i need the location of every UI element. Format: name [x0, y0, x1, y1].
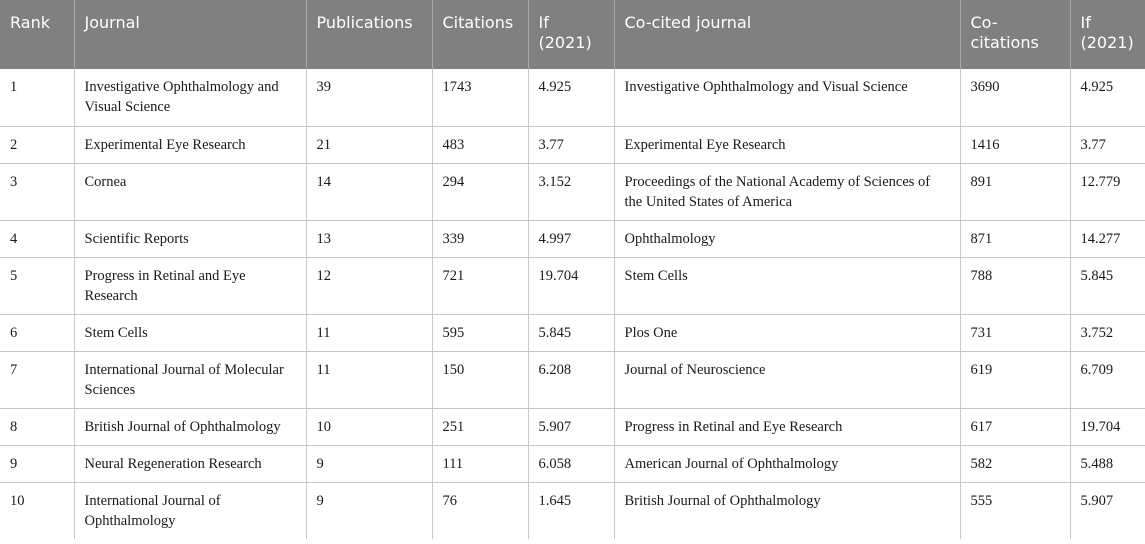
cell-co-citations: 555 — [960, 482, 1070, 539]
cell-journal: Investigative Ophthalmology and Visual Science — [74, 69, 306, 126]
cell-rank: 10 — [0, 482, 74, 539]
cell-co-citations: 617 — [960, 408, 1070, 445]
cell-co-cited-journal: British Journal of Ophthalmology — [614, 482, 960, 539]
cell-citations: 251 — [432, 408, 528, 445]
cell-if-cocited: 19.704 — [1070, 408, 1145, 445]
cell-co-cited-journal: Stem Cells — [614, 257, 960, 314]
cell-if: 3.77 — [528, 126, 614, 163]
cell-co-cited-journal: Proceedings of the National Academy of Sciences of the United States of America — [614, 163, 960, 220]
cell-co-citations: 731 — [960, 314, 1070, 351]
table-row — [0, 163, 1145, 220]
header-citations: Citations — [432, 0, 528, 69]
cell-journal: International Journal of Molecular Sciences — [74, 351, 306, 408]
cell-rank: 1 — [0, 69, 74, 126]
cell-citations: 1743 — [432, 69, 528, 126]
cell-publications: 11 — [306, 351, 432, 408]
cell-if-cocited: 5.907 — [1080, 492, 1114, 509]
cell-journal: Stem Cells — [74, 314, 306, 351]
cell-if: 5.907 — [528, 408, 614, 445]
cell-publications: 39 — [306, 69, 432, 126]
cell-citations: 111 — [432, 445, 528, 482]
cell-co-cited-journal: Investigative Ophthalmology and Visual Science — [614, 69, 960, 126]
cell-publications: 9 — [306, 445, 432, 482]
cell-if: 1.645 — [528, 482, 614, 539]
cell-citations: 150 — [432, 351, 528, 408]
table-row — [0, 314, 1145, 351]
cell-co-cited-journal: Progress in Retinal and Eye Research — [614, 408, 960, 445]
header-row — [0, 0, 1145, 69]
cell-co-cited-journal: Ophthalmology — [614, 220, 960, 257]
cell-co-cited-journal: Journal of Neuroscience — [614, 351, 960, 408]
cell-journal: Progress in Retinal and Eye Research — [74, 257, 306, 314]
cell-journal: British Journal of Ophthalmology — [74, 408, 306, 445]
cell-if: 6.208 — [528, 351, 614, 408]
cell-publications: 10 — [306, 408, 432, 445]
cell-citations: 721 — [432, 257, 528, 314]
cell-citations: 76 — [432, 482, 528, 539]
cell-rank: 7 — [0, 351, 74, 408]
cell-co-citations: 619 — [960, 351, 1070, 408]
cell-if-cocited: 4.925 — [1070, 69, 1145, 126]
cell-if-cocited: 14.277 — [1070, 220, 1145, 257]
cell-co-cited-journal: Plos One — [614, 314, 960, 351]
cell-citations: 294 — [432, 163, 528, 220]
cell-rank: 8 — [0, 408, 74, 445]
table-row — [0, 220, 1145, 257]
table-row — [0, 482, 1145, 539]
cell-journal: International Journal of Ophthalmology — [74, 482, 306, 539]
cell-co-citations: 788 — [960, 257, 1070, 314]
cell-rank: 3 — [0, 163, 74, 220]
cell-rank: 2 — [0, 126, 74, 163]
cell-publications: 14 — [306, 163, 432, 220]
table-row — [0, 126, 1145, 163]
cell-if: 6.058 — [528, 445, 614, 482]
cell-co-cited-journal: Experimental Eye Research — [614, 126, 960, 163]
cell-if: 3.152 — [528, 163, 614, 220]
cell-rank: 5 — [0, 257, 74, 314]
cell-citations: 483 — [432, 126, 528, 163]
table-row — [0, 408, 1145, 445]
cell-citations: 339 — [432, 220, 528, 257]
cell-journal: Cornea — [74, 163, 306, 220]
cell-co-citations: 891 — [960, 163, 1070, 220]
cell-journal: Experimental Eye Research — [74, 126, 306, 163]
cell-publications: 12 — [306, 257, 432, 314]
header-rank: Rank — [0, 0, 74, 69]
cell-if-cocited: 3.752 — [1070, 314, 1145, 351]
header-publications: Publications — [306, 0, 432, 69]
table-row — [0, 445, 1145, 482]
cell-rank: 6 — [0, 314, 74, 351]
table-row — [0, 351, 1145, 408]
cell-if: 5.845 — [528, 314, 614, 351]
cell-if-cocited: 3.77 — [1070, 126, 1145, 163]
cell-if: 4.925 — [528, 69, 614, 126]
cell-publications: 21 — [306, 126, 432, 163]
cell-if-cocited: 5.488 — [1070, 445, 1145, 482]
cell-co-citations: 1416 — [960, 126, 1070, 163]
cell-citations: 595 — [432, 314, 528, 351]
table-row — [0, 257, 1145, 314]
cell-if-cocited: 5.845 — [1070, 257, 1145, 314]
cell-co-citations: 871 — [960, 220, 1070, 257]
cell-co-cited-journal: American Journal of Ophthalmology — [614, 445, 960, 482]
header-if-2021-cocited: If (2021) — [1070, 0, 1145, 69]
cell-journal: Scientific Reports — [74, 220, 306, 257]
cell-publications: 9 — [306, 482, 432, 539]
table-row — [0, 69, 1145, 126]
cell-rank: 9 — [0, 445, 74, 482]
cell-rank: 4 — [0, 220, 74, 257]
cell-publications: 13 — [306, 220, 432, 257]
header-if-2021: If (2021) — [528, 0, 614, 69]
cell-journal: Neural Regeneration Research — [74, 445, 306, 482]
cell-if: 4.997 — [528, 220, 614, 257]
cell-co-citations: 3690 — [960, 69, 1070, 126]
cell-publications: 11 — [306, 314, 432, 351]
header-co-citations: Co-citations — [960, 0, 1070, 69]
header-co-cited-journal: Co-cited journal — [614, 0, 960, 69]
header-journal: Journal — [74, 0, 306, 69]
cell-if: 19.704 — [528, 257, 614, 314]
cell-if-cocited: 12.779 — [1070, 163, 1145, 220]
cell-co-citations: 582 — [960, 445, 1070, 482]
cell-if-cocited: 6.709 — [1070, 351, 1145, 408]
